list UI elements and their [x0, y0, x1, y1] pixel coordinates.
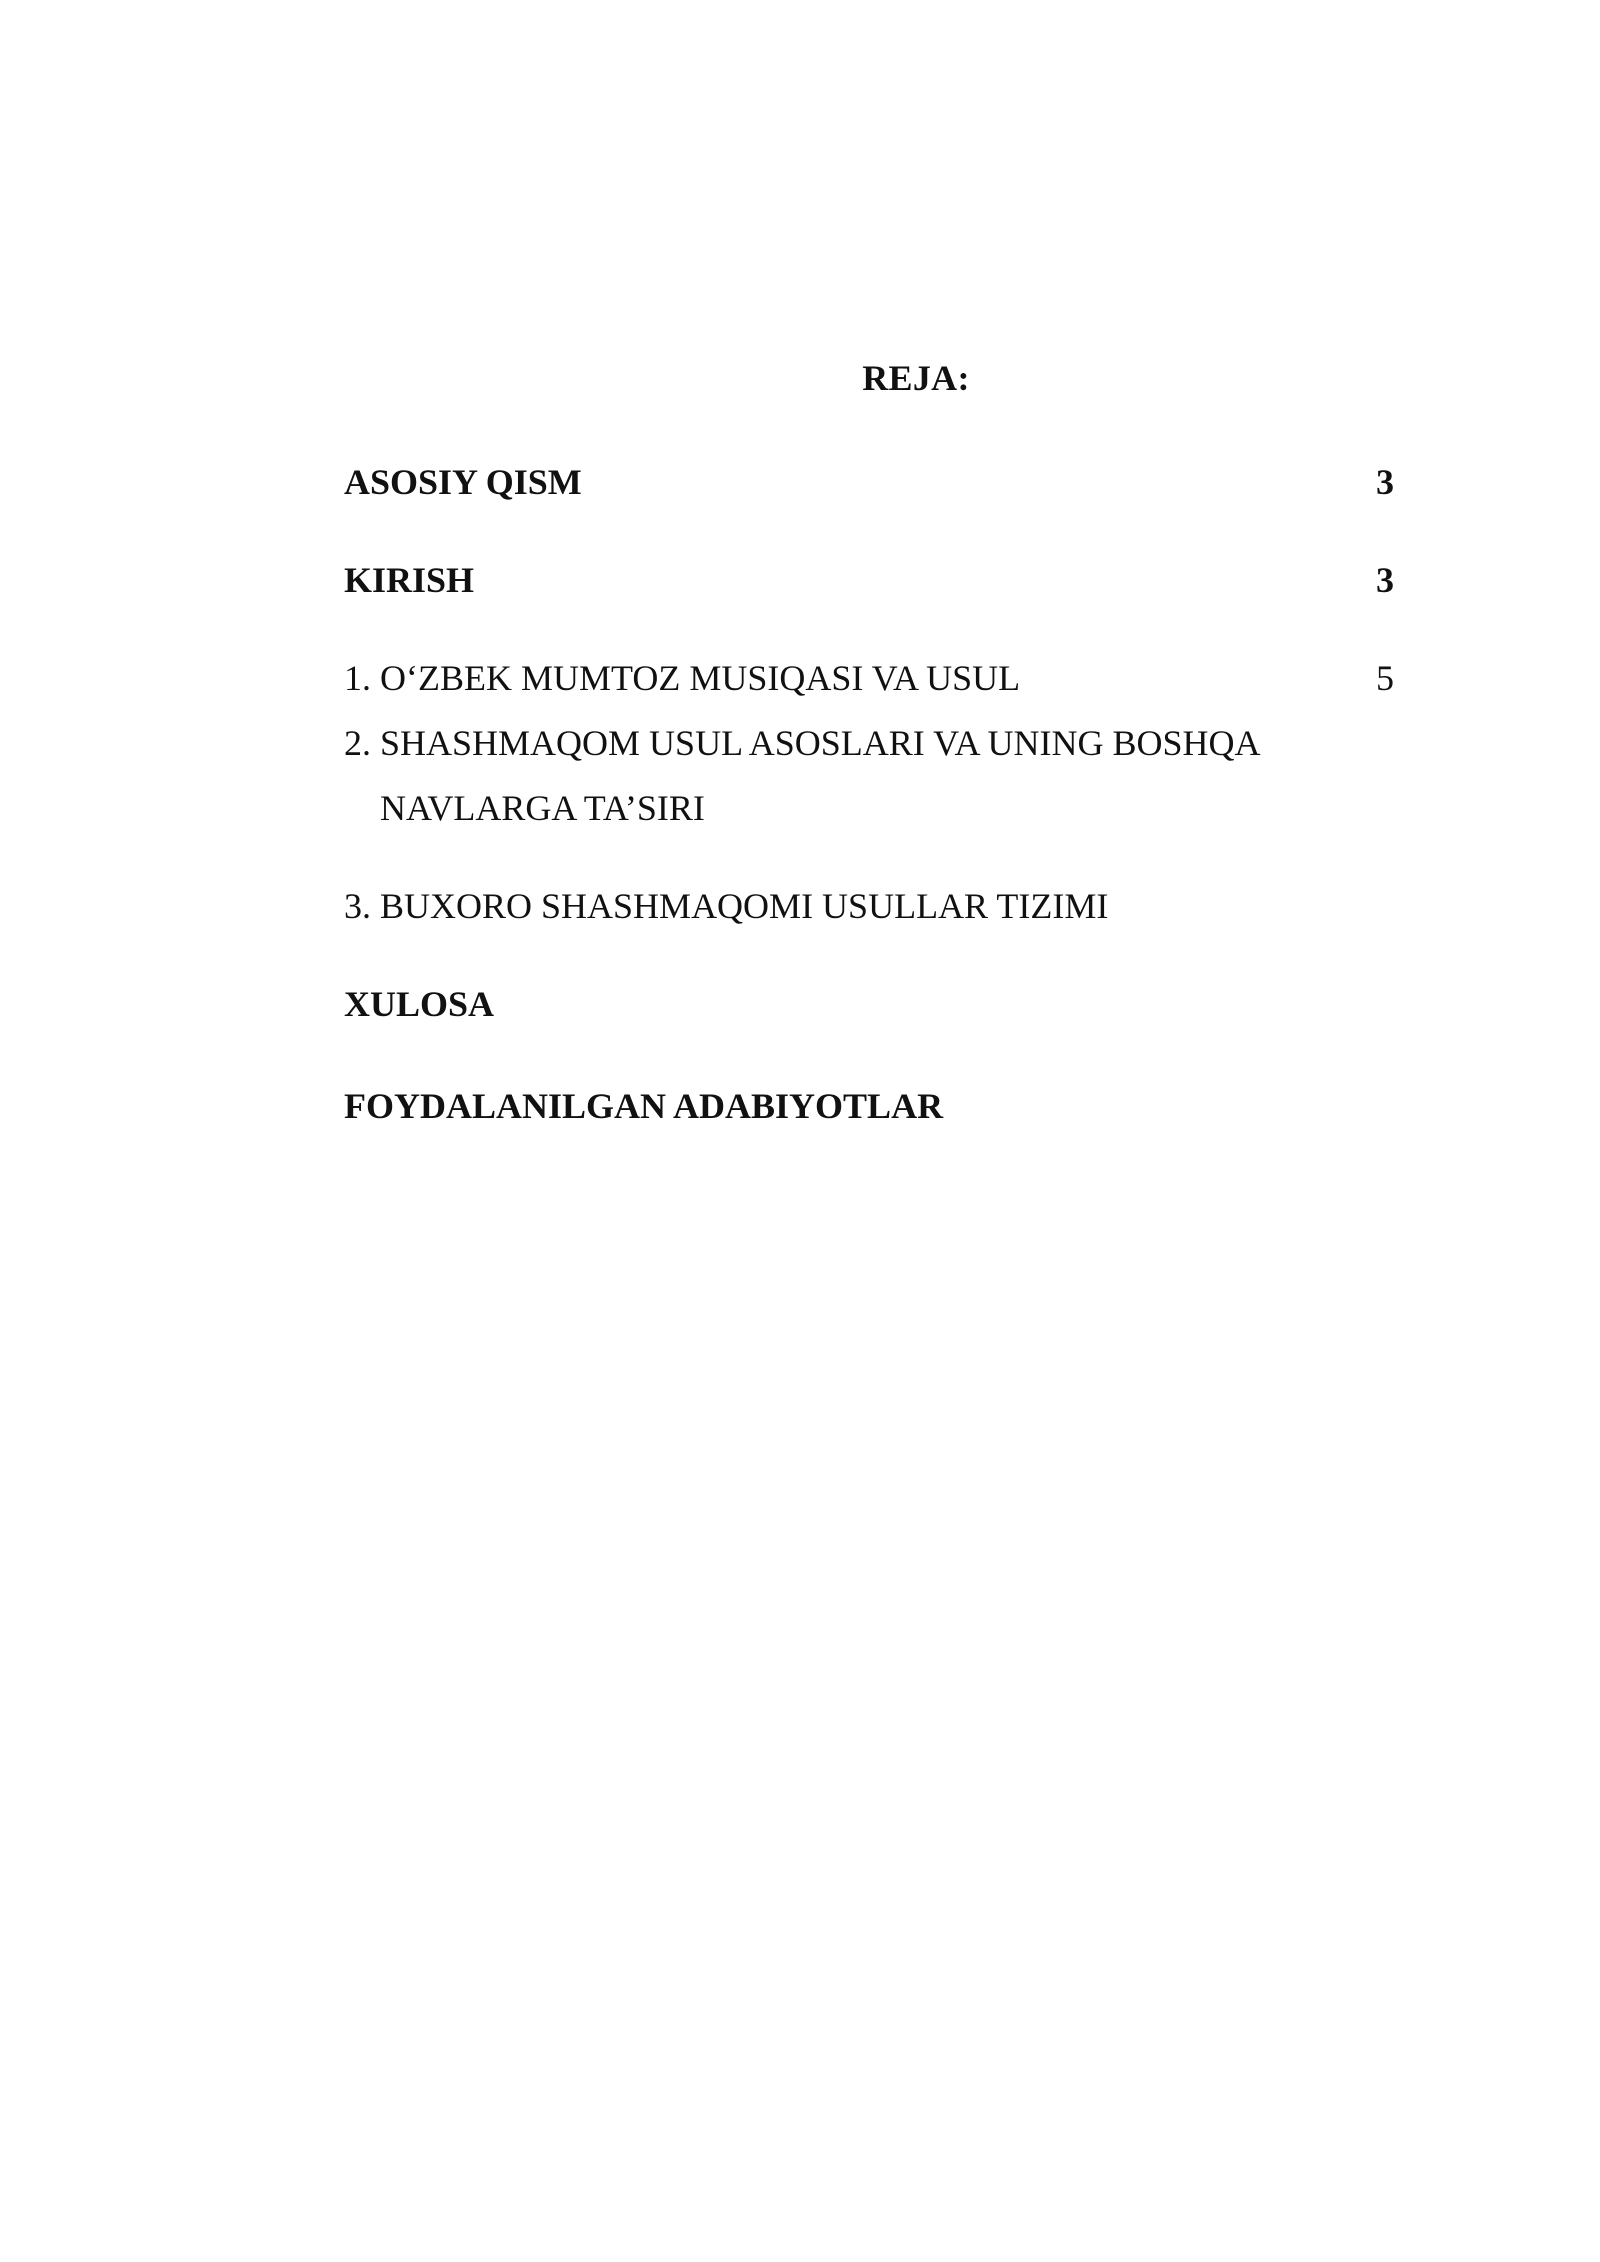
toc-entry-label: XULOSA: [344, 984, 495, 1024]
toc-entry-label: 3. BUXORO SHASHMAQOMI USULLAR TIZIMI: [344, 886, 1109, 926]
toc-entry-chapter-2-continuation: NAVLARGA TA’SIRI: [380, 788, 705, 828]
toc-entry-page-number: 5: [1376, 658, 1394, 698]
toc-entry-label: 2. SHASHMAQOM USUL ASOSLARI VA UNING BOSHQA: [344, 723, 1261, 763]
toc-entry-page-number: 3: [1376, 462, 1394, 502]
toc-entry-label: FOYDALANILGAN ADABIYOTLAR: [344, 1086, 944, 1126]
toc-entry-label: ASOSIY QISM: [344, 462, 582, 502]
page-title: REJA:: [862, 358, 970, 398]
toc-entry-page-number: 3: [1376, 560, 1394, 600]
toc-entry-label: 1. O‘ZBEK MUMTOZ MUSIQASI VA USUL: [344, 658, 1021, 698]
toc-entry-label: KIRISH: [344, 560, 475, 600]
